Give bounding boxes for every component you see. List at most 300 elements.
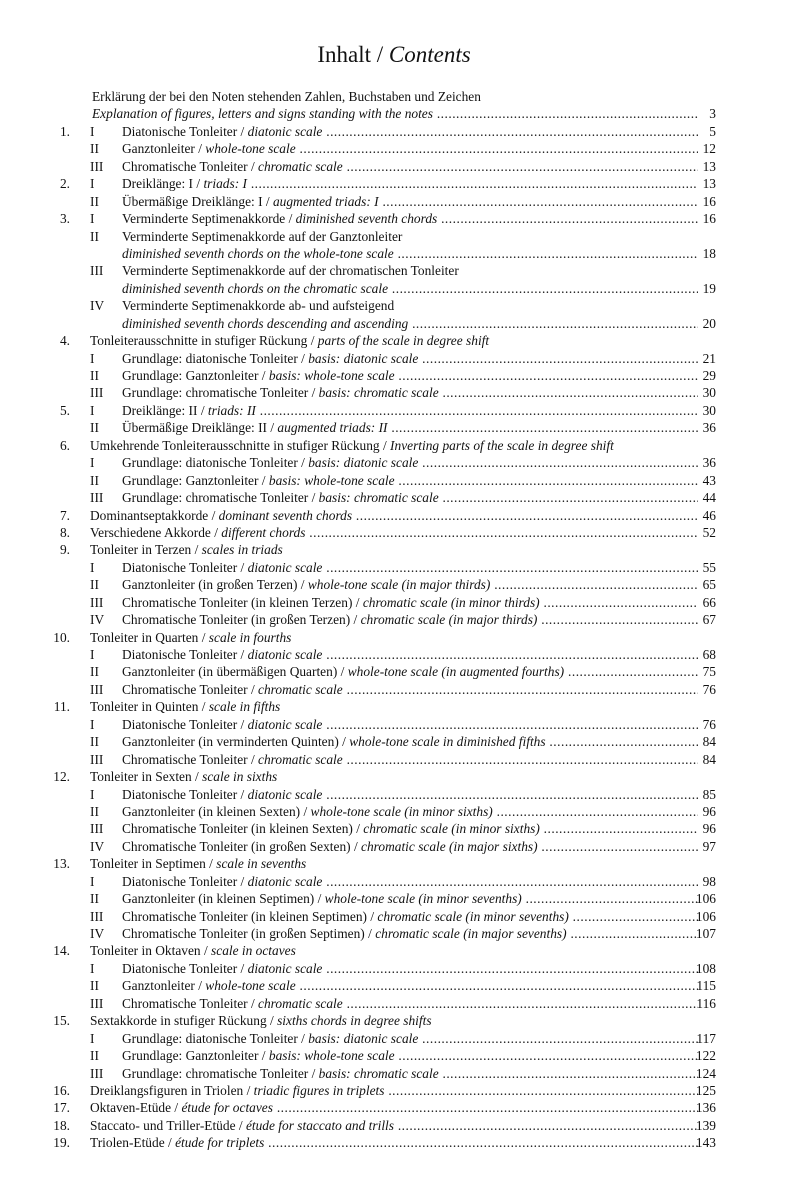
toc-entry[interactable]: [0, 768, 788, 785]
entry-title: [122, 489, 698, 506]
entry-title: [122, 454, 698, 471]
entry-number: 10.: [53, 629, 70, 645]
entry-subsection: II: [90, 472, 99, 488]
toc-entry[interactable]: [0, 1099, 788, 1116]
entry-title-english: dominant seventh chords: [218, 507, 353, 523]
entry-number: 9.: [59, 542, 70, 558]
entry-title-german: Ganztonleiter /: [122, 978, 206, 994]
entry-title: [90, 524, 698, 541]
entry-title-english: sixths chords in degree shifts: [277, 1013, 432, 1029]
entry-title-german: Diatonische Tonleiter /: [122, 559, 248, 575]
toc-entry[interactable]: [0, 193, 788, 210]
entry-page-number: 12: [702, 141, 716, 157]
toc-entry[interactable]: [0, 873, 788, 890]
entry-page-number: 85: [702, 786, 716, 802]
entry-title-english: étude for triplets: [175, 1135, 265, 1151]
entry-title-german: Tonleiter in Quinten /: [90, 699, 209, 715]
entry-title: [122, 611, 698, 628]
entry-title: [122, 140, 698, 157]
entry-subsection: I: [90, 873, 95, 889]
toc-entry[interactable]: [0, 576, 788, 593]
title-english: Contents: [388, 42, 471, 67]
entry-subsection: III: [90, 594, 104, 610]
entry-page-number: 107: [695, 926, 716, 941]
toc-entry[interactable]: [0, 1012, 788, 1029]
toc-entry[interactable]: [0, 855, 788, 872]
entry-title-german: Grundlage: chromatische Tonleiter /: [122, 490, 319, 506]
entry-subsection: III: [90, 751, 104, 767]
entry-title-german: Verschiedene Akkorde /: [90, 524, 222, 540]
table-of-contents: [0, 88, 788, 1152]
entry-subsection: II: [90, 368, 99, 383]
entry-page-number: 21: [702, 350, 716, 366]
entry-title: [122, 559, 698, 576]
entry-title-english: diminished seventh chords descending and ascending: [122, 315, 409, 331]
toc-entry[interactable]: [0, 262, 788, 279]
entry-title-german: Staccato- und Triller-Etüde /: [90, 1117, 246, 1133]
entry-title-german: Grundlage: Ganztonleiter /: [122, 368, 269, 383]
toc-entry[interactable]: [0, 820, 788, 837]
entry-subsection: II: [90, 193, 99, 209]
entry-title: [122, 995, 698, 1012]
toc-entry[interactable]: [0, 646, 788, 663]
entry-number: 3.: [59, 211, 70, 227]
entry-title-english: chromatic scale (in major sixths): [361, 838, 538, 854]
toc-entry[interactable]: [0, 681, 788, 698]
entry-title: [122, 1030, 698, 1047]
entry-subsection: I: [90, 960, 95, 976]
entry-subsection: I: [90, 455, 95, 471]
entry-subsection: II: [90, 734, 99, 750]
entry-subsection: IV: [90, 838, 105, 854]
entry-page-number: 16: [702, 211, 716, 227]
entry-title-english: whole-tone scale (in augmented fourths): [347, 664, 565, 680]
toc-entry[interactable]: [0, 489, 788, 506]
toc-entry[interactable]: [0, 1047, 788, 1064]
entry-page-number: 16: [702, 193, 716, 209]
entry-number: 8.: [59, 524, 70, 540]
entry-title-german: Ganztonleiter (in verminderten Quinten) /: [122, 734, 350, 750]
entry-number: 13.: [53, 856, 70, 872]
entry-title-english: triads: II: [207, 402, 256, 418]
entry-title-english: chromatic scale (in minor thirds): [362, 594, 540, 610]
entry-title-english: basis: diatonic scale: [308, 1030, 419, 1046]
entry-title-english: basis: diatonic scale: [308, 350, 419, 366]
toc-entry[interactable]: [0, 1065, 788, 1082]
toc-entry[interactable]: [0, 402, 788, 419]
toc-entry[interactable]: [0, 960, 788, 977]
entry-title-english: diatonic scale: [247, 873, 323, 889]
entry-title: [122, 472, 698, 489]
entry-page-number: 66: [702, 594, 716, 610]
entry-page-number: 117: [696, 1030, 716, 1046]
toc-entry[interactable]: [0, 315, 788, 332]
entry-subsection: II: [90, 141, 99, 157]
entry-subsection: III: [90, 995, 104, 1011]
entry-page-number: 30: [702, 385, 716, 401]
entry-subsection: II: [90, 664, 99, 680]
entry-title-german: Grundlage: Ganztonleiter /: [122, 472, 269, 488]
entry-title-german: Chromatische Tonleiter (in kleinen Sexten) /: [122, 821, 364, 837]
entry-subsection: I: [90, 350, 95, 366]
entry-number: 7.: [59, 507, 70, 523]
entry-title: [90, 855, 698, 872]
entry-title-english: scale in octaves: [211, 943, 296, 959]
entry-page-number: 29: [702, 368, 716, 383]
entry-number: 16.: [53, 1082, 70, 1098]
entry-title-english: scales in triads: [201, 542, 283, 558]
toc-entry[interactable]: [0, 158, 788, 175]
entry-title-german: Umkehrende Tonleiterausschnitte in stufiger Rückung /: [90, 437, 391, 453]
entry-subsection: I: [90, 647, 95, 662]
entry-page-number: 44: [702, 490, 716, 506]
entry-title: [122, 367, 698, 384]
toc-entry[interactable]: [0, 332, 788, 349]
entry-title-german: Tonleiter in Quarten /: [90, 629, 209, 645]
entry-subsection: I: [90, 786, 95, 802]
entry-title-english: chromatic scale: [258, 681, 343, 697]
entry-page-number: 106: [695, 891, 716, 907]
entry-title-english: diatonic scale: [247, 960, 323, 976]
entry-title: [122, 350, 698, 367]
toc-entry[interactable]: [0, 105, 788, 122]
entry-title-english: different chords: [221, 524, 306, 540]
toc-entry[interactable]: [0, 698, 788, 715]
entry-title-english: augmented triads: I: [272, 193, 379, 209]
entry-title-english: basis: chromatic scale: [318, 385, 439, 401]
entry-title: [122, 594, 698, 611]
entry-page-number: 116: [696, 995, 716, 1011]
entry-title-english: basis: whole-tone scale: [268, 368, 395, 383]
entry-title-german: Ganztonleiter (in großen Terzen) /: [122, 577, 308, 593]
entry-page-number: 13: [702, 176, 716, 192]
entry-title-english: chromatic scale (in minor sixths): [363, 821, 540, 837]
entry-subsection: I: [90, 559, 95, 575]
entry-title: [122, 576, 698, 593]
entry-title-german: Grundlage: diatonische Tonleiter /: [122, 455, 309, 471]
entry-subsection: III: [90, 263, 104, 279]
toc-entry[interactable]: [0, 384, 788, 401]
entry-title: [122, 315, 698, 332]
entry-subsection: I: [90, 716, 95, 732]
entry-title-german: Diatonische Tonleiter /: [122, 647, 248, 662]
entry-title-english: diminished seventh chords on the chromatic scale: [122, 280, 389, 296]
entry-page-number: 20: [702, 315, 716, 331]
entry-title: [122, 419, 698, 436]
entry-title: [122, 925, 698, 942]
entry-title-english: diminished seventh chords: [295, 211, 438, 227]
toc-entry[interactable]: [0, 367, 788, 384]
entry-title-german: Chromatische Tonleiter (in großen Septimen) /: [122, 926, 376, 941]
toc-entry[interactable]: [0, 507, 788, 524]
entry-title-german: Sextakkorde in stufiger Rückung /: [90, 1013, 278, 1029]
entry-title: [122, 297, 698, 314]
entry-title: [122, 908, 698, 925]
entry-page-number: 3: [709, 106, 716, 122]
entry-title-german: Triolen-Etüde /: [90, 1135, 176, 1151]
entry-title-english: whole-tone scale (in major thirds): [307, 577, 491, 593]
entry-page-number: 13: [702, 158, 716, 174]
entry-title-german: Grundlage: chromatische Tonleiter /: [122, 1065, 319, 1081]
entry-page-number: 52: [702, 524, 716, 540]
entry-subsection: II: [90, 577, 99, 593]
entry-title-english: basis: chromatic scale: [318, 1065, 439, 1081]
toc-entry[interactable]: [0, 1030, 788, 1047]
entry-subsection: I: [90, 211, 95, 227]
entry-title: [122, 716, 698, 733]
entry-title-english: whole-tone scale: [205, 978, 296, 994]
toc-entry[interactable]: [0, 88, 788, 105]
entry-page-number: 67: [702, 612, 716, 628]
toc-entry[interactable]: [0, 908, 788, 925]
entry-page-number: 97: [702, 838, 716, 854]
entry-title-german: Diatonische Tonleiter /: [122, 716, 248, 732]
entry-title-german: Tonleiter in Oktaven /: [90, 943, 212, 959]
entry-title-german: Dreiklangsfiguren in Triolen /: [90, 1082, 254, 1098]
entry-page-number: 30: [702, 402, 716, 418]
entry-title-german: Verminderte Septimenakkorde ab- und aufsteigend: [122, 298, 395, 314]
entry-subsection: III: [90, 681, 104, 697]
entry-title-german: Übermäßige Dreiklänge: I /: [122, 193, 273, 209]
entry-title: [90, 1134, 698, 1151]
toc-entry[interactable]: [0, 733, 788, 750]
toc-entry[interactable]: [0, 140, 788, 157]
entry-title: [122, 838, 698, 855]
entry-title-english: diatonic scale: [247, 716, 323, 732]
entry-page-number: 96: [702, 803, 716, 819]
entry-page-number: 125: [695, 1082, 716, 1098]
entry-title: [90, 332, 698, 349]
entry-title-german: Diatonische Tonleiter /: [122, 960, 248, 976]
entry-title-english: whole-tone scale (in minor sevenths): [324, 891, 522, 907]
entry-title-english: diminished seventh chords on the whole-tone scale: [122, 245, 394, 261]
entry-title-english: étude for octaves: [181, 1100, 273, 1116]
entry-title: [122, 158, 698, 175]
entry-title: [90, 1082, 698, 1099]
entry-subsection: III: [90, 1065, 104, 1081]
entry-title-english: whole-tone scale in diminished fifths: [349, 734, 546, 750]
toc-entry[interactable]: [0, 524, 788, 541]
entry-page-number: 115: [696, 978, 716, 994]
entry-title-english: triadic figures in triplets: [253, 1082, 385, 1098]
toc-entry[interactable]: [0, 611, 788, 628]
entry-title: [122, 786, 698, 803]
entry-number: 6.: [59, 437, 70, 453]
entry-title-german: Tonleiterausschnitte in stufiger Rückung /: [90, 333, 318, 349]
toc-entry[interactable]: [0, 995, 788, 1012]
entry-title-german: Dominantseptakkorde /: [90, 507, 219, 523]
entry-subsection: I: [90, 402, 95, 418]
toc-entry[interactable]: [0, 210, 788, 227]
entry-title-english: chromatic scale (in minor sevenths): [377, 908, 569, 924]
entry-page-number: 5: [709, 123, 716, 139]
entry-title-english: augmented triads: II: [277, 420, 388, 436]
entry-title: [90, 437, 698, 454]
toc-entry[interactable]: [0, 559, 788, 576]
entry-title-german: Chromatische Tonleiter (in kleinen Terzen) /: [122, 594, 363, 610]
entry-title: [122, 820, 698, 837]
toc-entry[interactable]: [0, 751, 788, 768]
entry-title-german: Grundlage: diatonische Tonleiter /: [122, 350, 309, 366]
entry-title: [90, 629, 698, 646]
entry-title-german: Grundlage: diatonische Tonleiter /: [122, 1030, 309, 1046]
toc-entry[interactable]: [0, 541, 788, 558]
entry-subsection: II: [90, 420, 99, 436]
entry-title: [122, 646, 698, 663]
toc-entry[interactable]: [0, 245, 788, 262]
entry-page-number: 75: [702, 664, 716, 680]
entry-title: [122, 1047, 698, 1064]
entry-title-german: Übermäßige Dreiklänge: II /: [122, 420, 278, 436]
entry-title-german: Tonleiter in Terzen /: [90, 542, 202, 558]
entry-page-number: 46: [702, 507, 716, 523]
entry-page-number: 136: [695, 1100, 716, 1116]
entry-number: 5.: [59, 402, 70, 418]
toc-entry[interactable]: [0, 175, 788, 192]
toc-entry[interactable]: [0, 123, 788, 140]
entry-title-english: basis: diatonic scale: [308, 455, 419, 471]
entry-page-number: 19: [702, 280, 716, 296]
entry-page-number: 124: [695, 1065, 716, 1081]
entry-title-english: scale in fourths: [208, 629, 292, 645]
entry-title-english: basis: whole-tone scale: [268, 472, 395, 488]
toc-entry[interactable]: [0, 663, 788, 680]
entry-page-number: 143: [695, 1135, 716, 1151]
entry-subsection: III: [90, 908, 104, 924]
toc-entry[interactable]: [0, 890, 788, 907]
toc-entry[interactable]: [0, 454, 788, 471]
entry-page-number: 106: [695, 908, 716, 924]
entry-page-number: 76: [702, 716, 716, 732]
entry-number: 12.: [53, 769, 70, 785]
entry-title-english: diatonic scale: [247, 559, 323, 575]
toc-entry[interactable]: [0, 472, 788, 489]
entry-title-english: scale in fifths: [208, 699, 281, 715]
entry-page-number: 96: [702, 821, 716, 837]
toc-entry[interactable]: [0, 803, 788, 820]
entry-title: [122, 960, 698, 977]
entry-title: [92, 88, 698, 105]
entry-subsection: II: [90, 803, 99, 819]
entry-number: 19.: [53, 1135, 70, 1151]
entry-title-german: Ganztonleiter (in kleinen Sexten) /: [122, 803, 311, 819]
toc-entry[interactable]: [0, 977, 788, 994]
entry-number: 15.: [53, 1013, 70, 1029]
entry-title: [90, 541, 698, 558]
toc-entry[interactable]: [0, 297, 788, 314]
entry-title-german: Erklärung der bei den Noten stehenden Zahlen, Buchstaben und Zeichen: [92, 89, 481, 104]
entry-title-english: parts of the scale in degree shift: [317, 333, 490, 349]
entry-title-english: diatonic scale: [247, 123, 323, 139]
toc-entry[interactable]: [0, 419, 788, 436]
toc-entry[interactable]: [0, 228, 788, 245]
entry-title: [122, 733, 698, 750]
entry-title: [122, 402, 698, 419]
entry-title: [122, 210, 698, 227]
entry-title-german: Verminderte Septimenakkorde auf der chromatischen Tonleiter: [122, 263, 459, 279]
entry-subsection: I: [90, 1030, 95, 1046]
entry-title-german: Chromatische Tonleiter /: [122, 995, 259, 1011]
toc-entry[interactable]: [0, 925, 788, 942]
entry-title-german: Chromatische Tonleiter /: [122, 681, 259, 697]
entry-title: [122, 663, 698, 680]
toc-entry[interactable]: [0, 786, 788, 803]
entry-number: 14.: [53, 943, 70, 959]
entry-subsection: III: [90, 385, 104, 401]
toc-entry[interactable]: [0, 280, 788, 297]
entry-title-german: Grundlage: chromatische Tonleiter /: [122, 385, 319, 401]
entry-title-english: whole-tone scale: [205, 141, 296, 157]
entry-subsection: I: [90, 176, 95, 192]
entry-title: [90, 507, 698, 524]
entry-title: [90, 1117, 698, 1134]
entry-title-german: Verminderte Septimenakkorde auf der Ganztonleiter: [122, 228, 403, 244]
toc-entry[interactable]: [0, 1117, 788, 1134]
entry-title: [122, 1065, 698, 1082]
entry-subsection: II: [90, 891, 99, 907]
entry-title-english: chromatic scale: [258, 995, 343, 1011]
entry-title-english: scale in sevenths: [216, 856, 307, 872]
entry-number: 4.: [59, 333, 70, 349]
entry-title-english: whole-tone scale (in minor sixths): [310, 803, 493, 819]
entry-title: [90, 1099, 698, 1116]
entry-page-number: 139: [695, 1117, 716, 1133]
toc-entry[interactable]: [0, 1082, 788, 1099]
entry-title-german: Ganztonleiter (in kleinen Septimen) /: [122, 891, 325, 907]
entry-title-german: Chromatische Tonleiter (in großen Sexten) /: [122, 838, 362, 854]
entry-page-number: 84: [702, 734, 716, 750]
entry-title: [122, 262, 698, 279]
toc-entry[interactable]: [0, 716, 788, 733]
toc-entry[interactable]: [0, 437, 788, 454]
toc-entry[interactable]: [0, 942, 788, 959]
entry-title-english: Explanation of figures, letters and signs standing with the notes: [92, 106, 433, 122]
entry-number: 2.: [59, 176, 70, 192]
entry-title-german: Dreiklänge: I /: [122, 176, 204, 192]
entry-title: [122, 384, 698, 401]
entry-subsection: III: [90, 158, 104, 174]
entry-title: [122, 873, 698, 890]
entry-title-german: Ganztonleiter (in übermäßigen Quarten) /: [122, 664, 348, 680]
toc-entry[interactable]: [0, 838, 788, 855]
entry-title-german: Verminderte Septimenakkorde /: [122, 211, 296, 227]
entry-title-german: Diatonische Tonleiter /: [122, 873, 248, 889]
entry-subsection: IV: [90, 298, 105, 314]
entry-title-german: Chromatische Tonleiter /: [122, 158, 259, 174]
entry-title: [122, 193, 698, 210]
entry-title-german: Diatonische Tonleiter /: [122, 786, 248, 802]
entry-title-english: chromatic scale: [258, 751, 343, 767]
toc-entry[interactable]: [0, 350, 788, 367]
entry-page-number: 108: [695, 960, 716, 976]
entry-title: [92, 105, 698, 122]
entry-page-number: 84: [702, 751, 716, 767]
toc-entry[interactable]: [0, 594, 788, 611]
entry-title-german: Ganztonleiter /: [122, 141, 206, 157]
entry-title-german: Chromatische Tonleiter (in großen Terzen) /: [122, 612, 361, 628]
entry-title: [122, 751, 698, 768]
entry-title: [122, 175, 698, 192]
entry-title: [122, 245, 698, 262]
entry-title-english: basis: whole-tone scale: [268, 1048, 395, 1064]
toc-entry[interactable]: [0, 1134, 788, 1151]
entry-number: 11.: [53, 699, 70, 715]
entry-page-number: 43: [702, 472, 716, 488]
entry-title: [90, 698, 698, 715]
entry-page-number: 68: [702, 647, 716, 662]
toc-entry[interactable]: [0, 629, 788, 646]
entry-title: [90, 942, 698, 959]
